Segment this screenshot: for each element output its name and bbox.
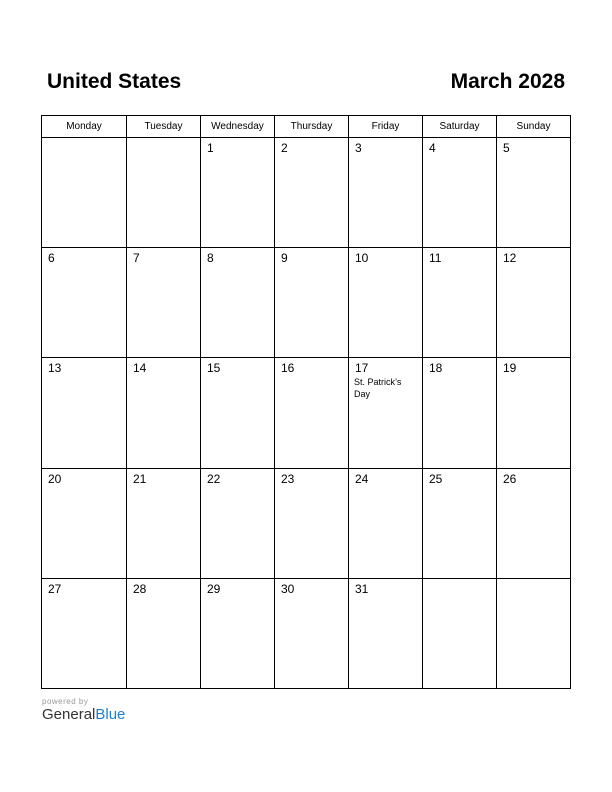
day-number: 30 (281, 582, 295, 596)
brand-name-general: General (42, 706, 96, 723)
day-cell (275, 579, 349, 688)
day-cell (275, 358, 349, 469)
day-number: 13 (48, 361, 62, 375)
day-number: 8 (207, 251, 214, 265)
day-number: 7 (133, 251, 140, 265)
day-number: 18 (429, 361, 443, 375)
day-cell (127, 248, 201, 358)
day-cell (42, 358, 127, 469)
day-number: 10 (355, 251, 369, 265)
day-cell (497, 138, 570, 248)
day-cell (349, 579, 423, 688)
day-number: 9 (281, 251, 288, 265)
day-number: 12 (503, 251, 517, 265)
day-cell (201, 138, 275, 248)
day-cell (127, 358, 201, 469)
day-cell (42, 138, 127, 248)
weekday-wednesday: Wednesday (201, 116, 275, 137)
weekday-header-row (42, 116, 570, 138)
day-number: 29 (207, 582, 221, 596)
day-cell (349, 358, 423, 469)
day-number: 21 (133, 472, 147, 486)
day-cell (201, 579, 275, 688)
day-cell (275, 248, 349, 358)
day-cell (127, 579, 201, 688)
weekday-saturday: Saturday (423, 116, 497, 137)
holiday-label: St. Patrick’s Day (354, 377, 402, 399)
brand-name (42, 706, 125, 723)
day-number: 20 (48, 472, 62, 486)
day-number: 17 (355, 361, 369, 375)
day-number: 14 (133, 361, 147, 375)
calendar-header (47, 70, 565, 100)
country-title: United States (47, 70, 182, 93)
day-number: 3 (355, 141, 362, 155)
calendar-grid (41, 115, 571, 689)
day-cell (127, 469, 201, 579)
day-cell (423, 579, 497, 688)
day-number: 25 (429, 472, 443, 486)
day-cell (42, 579, 127, 688)
day-cell (42, 248, 127, 358)
day-cell (275, 469, 349, 579)
day-cell (201, 358, 275, 469)
day-cell (201, 248, 275, 358)
brand-logo (42, 697, 125, 723)
day-cell (349, 138, 423, 248)
weekday-friday: Friday (349, 116, 423, 137)
day-cell (127, 138, 201, 248)
weekday-monday: Monday (42, 116, 127, 137)
weekday-tuesday: Tuesday (127, 116, 201, 137)
day-number: 11 (429, 251, 442, 265)
day-number: 2 (281, 141, 288, 155)
brand-name-blue: Blue (95, 706, 126, 723)
day-number: 1 (207, 141, 214, 155)
day-cell (423, 358, 497, 469)
day-number: 16 (281, 361, 295, 375)
day-cell (42, 469, 127, 579)
day-number: 24 (355, 472, 369, 486)
day-cell (497, 579, 570, 688)
day-cell (423, 138, 497, 248)
day-number: 15 (207, 361, 221, 375)
day-cell (497, 358, 570, 469)
powered-by-label: powered by (42, 697, 89, 706)
day-number: 27 (48, 582, 62, 596)
day-number: 28 (133, 582, 147, 596)
day-cell (423, 469, 497, 579)
day-cell (497, 469, 570, 579)
day-number: 19 (503, 361, 517, 375)
weekday-thursday: Thursday (275, 116, 349, 137)
weekday-sunday: Sunday (516, 121, 551, 132)
day-number: 23 (281, 472, 295, 486)
day-number: 5 (503, 141, 510, 155)
day-number: 6 (48, 251, 55, 265)
day-number: 22 (207, 472, 221, 486)
day-cell (275, 138, 349, 248)
day-number: 26 (503, 472, 517, 486)
day-cell (201, 469, 275, 579)
month-title: March 2028 (450, 70, 565, 93)
day-cell (423, 248, 497, 358)
day-cell (497, 248, 570, 358)
day-number: 31 (355, 582, 369, 596)
day-cell (349, 248, 423, 358)
day-number: 4 (429, 141, 436, 155)
day-cell (349, 469, 423, 579)
